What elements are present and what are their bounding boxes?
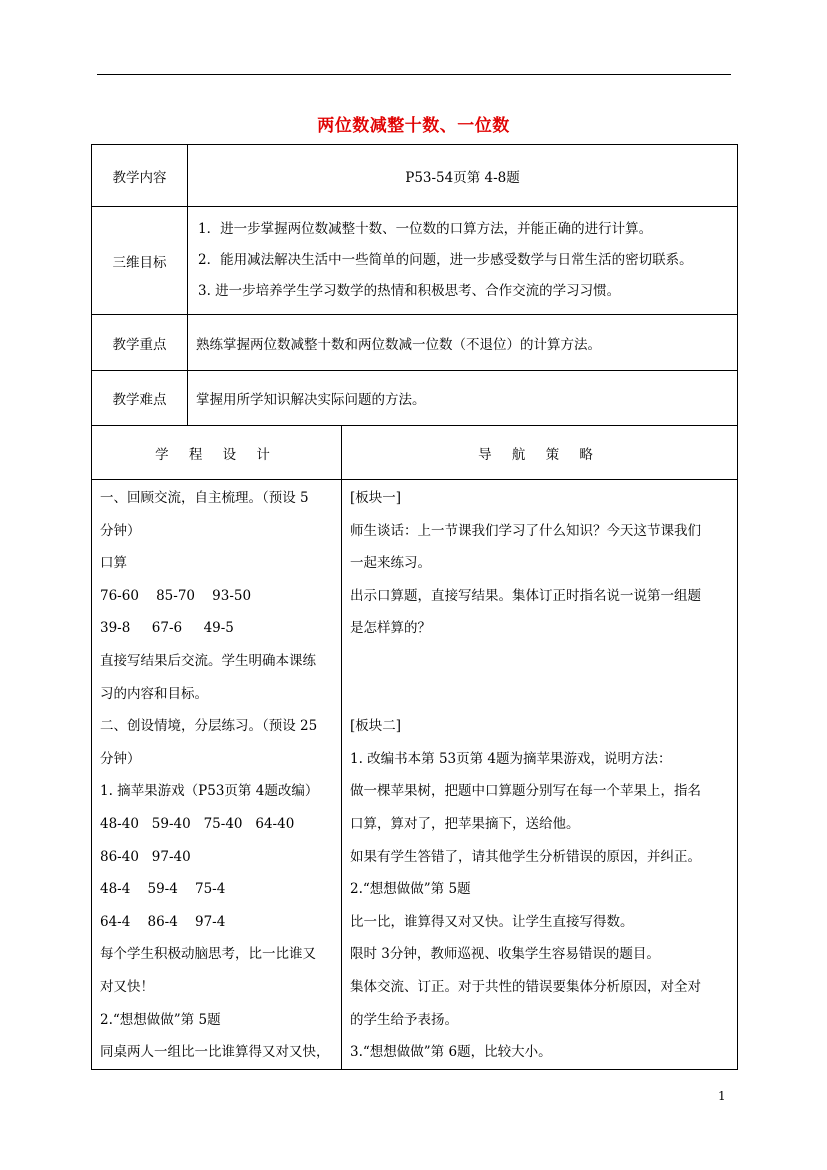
navigation-strategy-line: 3.“想想做做”第 6题，比较大小。 — [350, 1044, 552, 1061]
label-teaching-content: 教学内容 — [92, 145, 188, 207]
navigation-strategy-line — [350, 678, 729, 711]
lesson-plan-table — [91, 144, 738, 1070]
label-goals: 三维目标 — [92, 207, 188, 315]
navigation-strategy-line: 口算，算对了，把苹果摘下，送给他。 — [350, 815, 580, 832]
navigation-strategy-line: 1. 改编书本第 53页第 4题为摘苹果游戏，说明方法： — [350, 750, 672, 767]
header-learning-design: 学 程 设 计 — [92, 426, 342, 480]
learning-design-line: 二、创设情境，分层练习。（预设 25 — [100, 718, 318, 735]
header-rule — [97, 74, 731, 75]
learning-design-line: 1. 摘苹果游戏（P53页第 4题改编） — [100, 783, 319, 800]
goals-list — [188, 207, 738, 315]
learning-design-line: 48-40 59-40 75-40 64-40 — [100, 815, 295, 832]
navigation-strategy-text — [342, 480, 738, 1070]
navigation-strategy-line: [板块一] — [350, 490, 402, 506]
navigation-strategy-line: 出示口算题，直接写结果。集体订正时指名说一说第一组题 — [350, 587, 701, 604]
value-key-point: 熟练掌握两位数减整十数和两位数减一位数（不退位）的计算方法。 — [188, 315, 738, 371]
value-difficulty: 掌握用所学知识解决实际问题的方法。 — [188, 371, 738, 426]
navigation-strategy-line: 比一比，谁算得又对又快。让学生直接写得数。 — [350, 913, 634, 930]
row-difficulty — [92, 371, 738, 426]
learning-design-line: 39-8 67-6 49-5 — [100, 620, 234, 637]
row-column-headers — [92, 426, 738, 480]
learning-design-line: 口算 — [100, 555, 127, 572]
navigation-strategy-line: 做一棵苹果树，把题中口算题分别写在每一个苹果上，指名 — [350, 783, 701, 800]
learning-design-line: 对又快！ — [100, 978, 154, 995]
navigation-strategy-line: 如果有学生答错了，请其他学生分析错误的原因，并纠正。 — [350, 848, 701, 865]
navigation-strategy-line: 是怎样算的？ — [350, 620, 431, 637]
learning-design-line: 一、回顾交流，自主梳理。（预设 5 — [100, 490, 309, 506]
row-key-point — [92, 315, 738, 371]
learning-design-line: 习的内容和目标。 — [100, 685, 208, 702]
header-navigation-strategy: 导 航 策 略 — [342, 426, 738, 480]
learning-design-line: 每个学生积极动脑思考，比一比谁又 — [100, 946, 316, 963]
row-lesson-body — [92, 480, 738, 1070]
learning-design-text — [92, 480, 342, 1070]
label-difficulty: 教学难点 — [92, 371, 188, 426]
learning-design-line: 76-60 85-70 93-50 — [100, 587, 252, 604]
learning-design-line: 64-4 86-4 97-4 — [100, 913, 226, 930]
goal-item-1: 1．进一步掌握两位数减整十数、一位数的口算方法，并能正确的进行计算。 — [198, 221, 653, 237]
document-title: 两位数减整十数、一位数 — [317, 116, 510, 136]
navigation-strategy-line: 的学生给予表扬。 — [350, 1011, 458, 1028]
label-key-point: 教学重点 — [92, 315, 188, 371]
learning-design-line: 48-4 59-4 75-4 — [100, 881, 226, 898]
navigation-strategy-line: 师生谈话：上一节课我们学习了什么知识？今天这节课我们 — [350, 522, 701, 539]
value-teaching-content: P53-54页第 4-8题 — [188, 145, 738, 207]
navigation-strategy-line: [板块二] — [350, 718, 402, 735]
learning-design-line: 直接写结果后交流。学生明确本课练 — [100, 652, 316, 669]
navigation-strategy-line: 限时 3分钟，教师巡视、收集学生容易错误的题目。 — [350, 946, 660, 963]
navigation-strategy-line: 一起来练习。 — [350, 555, 431, 572]
learning-design-line: 同桌两人一组比一比谁算得又对又快， — [100, 1044, 330, 1061]
learning-design-line: 86-40 97-40 — [100, 848, 191, 865]
learning-design-line: 2.“想想做做”第 5题 — [100, 1011, 221, 1028]
goal-item-2: 2．能用减法解决生活中一些简单的问题，进一步感受数学与日常生活的密切联系。 — [198, 252, 693, 268]
learning-design-line: 分钟） — [100, 750, 141, 767]
page-number: 1 — [718, 1089, 726, 1103]
navigation-strategy-line: 2.“想想做做”第 5题 — [350, 881, 471, 898]
learning-design-line: 分钟） — [100, 522, 141, 539]
goal-item-3: 3. 进一步培养学生学习数学的热情和积极思考、合作交流的学习习惯。 — [198, 283, 621, 299]
navigation-strategy-line — [350, 645, 729, 678]
navigation-strategy-line: 集体交流、订正。对于共性的错误要集体分析原因，对全对 — [350, 978, 701, 995]
row-goals — [92, 207, 738, 315]
row-teaching-content — [92, 145, 738, 207]
